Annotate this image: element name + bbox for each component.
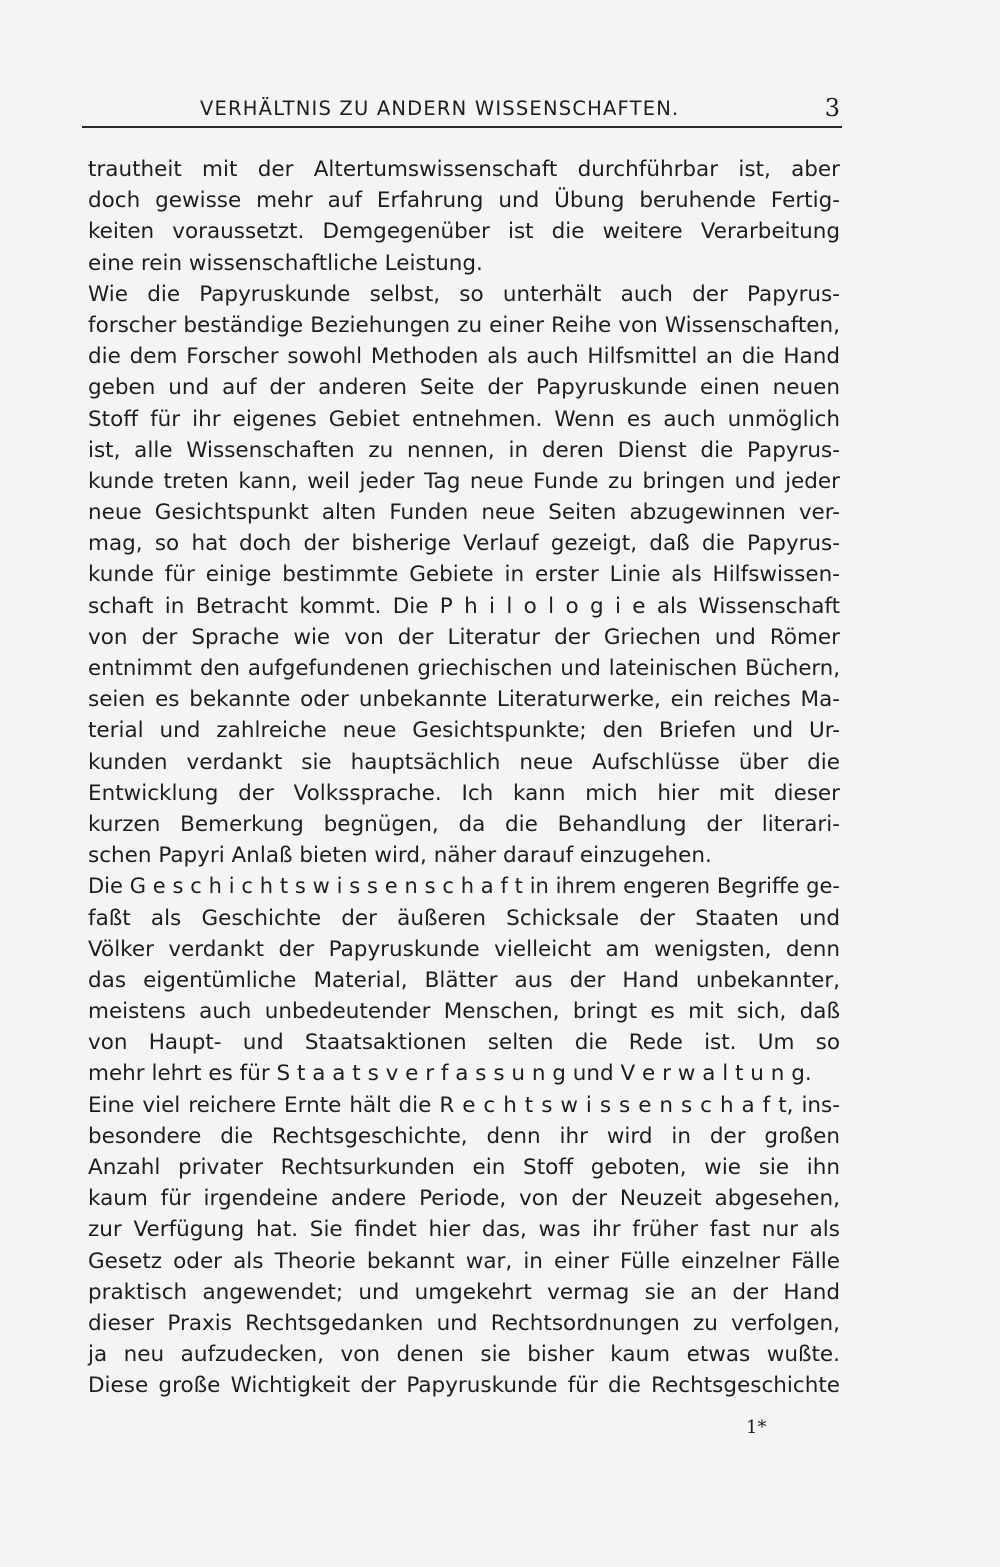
text-line: terial und zahlreiche neue Gesichtspunkte; den Briefen und Ur- [88, 718, 840, 744]
text-line: Völker verdankt der Papyruskunde vielleicht am wenigsten, denn [88, 936, 840, 962]
text-line: besondere die Rechtsgeschichte, denn ihr wird in der großen [88, 1123, 840, 1149]
text-line: seien es bekannte oder unbekannte Literaturwerke, ein reiches Ma- [88, 687, 840, 713]
text-line: mag, so hat doch der bisherige Verlauf gezeigt, daß die Papyrus- [88, 531, 840, 557]
running-header [82, 96, 842, 128]
text-line: faßt als Geschichte der äußeren Schicksale der Staaten und [88, 905, 840, 931]
text-line: neue Gesichtspunkt alten Funden neue Seiten abzugewinnen ver- [88, 500, 840, 526]
text-line: praktisch angewendet; und umgekehrt vermag sie an der Hand [88, 1279, 840, 1305]
text-line: schaft in Betracht kommt. Die P h i l o l o g i e als Wissenschaft [88, 593, 840, 619]
text-line: ja neu aufzudecken, von denen sie bisher kaum etwas wußte. [88, 1342, 840, 1368]
text-line: zur Verfügung hat. Sie findet hier das, was ihr früher fast nur als [88, 1217, 840, 1243]
text-line: von Haupt- und Staatsaktionen selten die Rede ist. Um so [88, 1030, 840, 1056]
text-line: Eine viel reichere Ernte hält die R e c h t s w i s s e n s c h a f t, ins- [88, 1092, 840, 1118]
text-line: Entwicklung der Volkssprache. Ich kann mich hier mit dieser [88, 780, 840, 806]
text-line: meistens auch unbedeutender Menschen, bringt es mit sich, daß [88, 999, 840, 1025]
text-line: forscher beständige Beziehungen zu einer Reihe von Wissenschaften, [88, 312, 840, 338]
text-line: Gesetz oder als Theorie bekannt war, in einer Fülle einzelner Fälle [88, 1248, 840, 1274]
text-line: trautheit mit der Altertumswissenschaft durchführbar ist, aber [88, 157, 840, 182]
text-line: kaum für irgendeine andere Periode, von der Neuzeit abgesehen, [88, 1186, 840, 1212]
running-title: VERHÄLTNIS ZU ANDERN WISSENSCHAFTEN. [200, 97, 680, 120]
text-line: Wie die Papyruskunde selbst, so unterhält auch der Papyrus- [88, 281, 840, 307]
text-line: keiten voraussetzt. Demgegenüber ist die weitere Verarbeitung [88, 219, 840, 245]
text-line: kunde treten kann, weil jeder Tag neue Funde zu bringen und jeder [88, 468, 840, 494]
text-line: kunde für einige bestimmte Gebiete in erster Linie als Hilfswissen- [88, 562, 840, 588]
body-text [88, 154, 840, 1402]
text-line: kunden verdankt sie hauptsächlich neue Aufschlüsse über die [88, 749, 840, 775]
text-line: dieser Praxis Rechtsgedanken und Rechtsordnungen zu verfolgen, [88, 1310, 840, 1336]
text-line: ist, alle Wissenschaften zu nennen, in deren Dienst die Papyrus- [88, 437, 840, 463]
text-line: Stoff für ihr eigenes Gebiet entnehmen. Wenn es auch unmöglich [88, 406, 840, 432]
page-number: 3 [824, 94, 840, 122]
text-line: Die G e s c h i c h t s w i s s e n s c h a f t in ihrem engeren Begriffe ge- [88, 874, 840, 899]
text-line: doch gewisse mehr auf Erfahrung und Übung beruhende Fertig- [88, 188, 840, 214]
text-line: entnimmt den aufgefundenen griechischen und lateinischen Büchern, [88, 656, 840, 681]
text-line: die dem Forscher sowohl Methoden als auch Hilfsmittel an die Hand [88, 344, 840, 370]
text-line: Anzahl privater Rechtsurkunden ein Stoff geboten, wie sie ihn [88, 1155, 840, 1180]
text-line: von der Sprache wie von der Literatur der Griechen und Römer [88, 624, 840, 650]
text-line: kurzen Bemerkung begnügen, da die Behandlung der literari- [88, 811, 840, 837]
text-line: das eigentümliche Material, Blätter aus der Hand unbekannter, [88, 967, 840, 993]
text-line: mehr lehrt es für S t a a t s v e r f a s s u n g und V e r w a l t u n g. [88, 1061, 812, 1087]
text-line: schen Papyri Anlaß bieten wird, näher darauf einzugehen. [88, 843, 712, 869]
text-line: geben und auf der anderen Seite der Papyruskunde einen neuen [88, 375, 840, 401]
signature-mark: 1* [746, 1417, 767, 1438]
text-line: Diese große Wichtigkeit der Papyruskunde für die Rechtsgeschichte [88, 1373, 840, 1399]
text-line: eine rein wissenschaftliche Leistung. [88, 250, 483, 276]
